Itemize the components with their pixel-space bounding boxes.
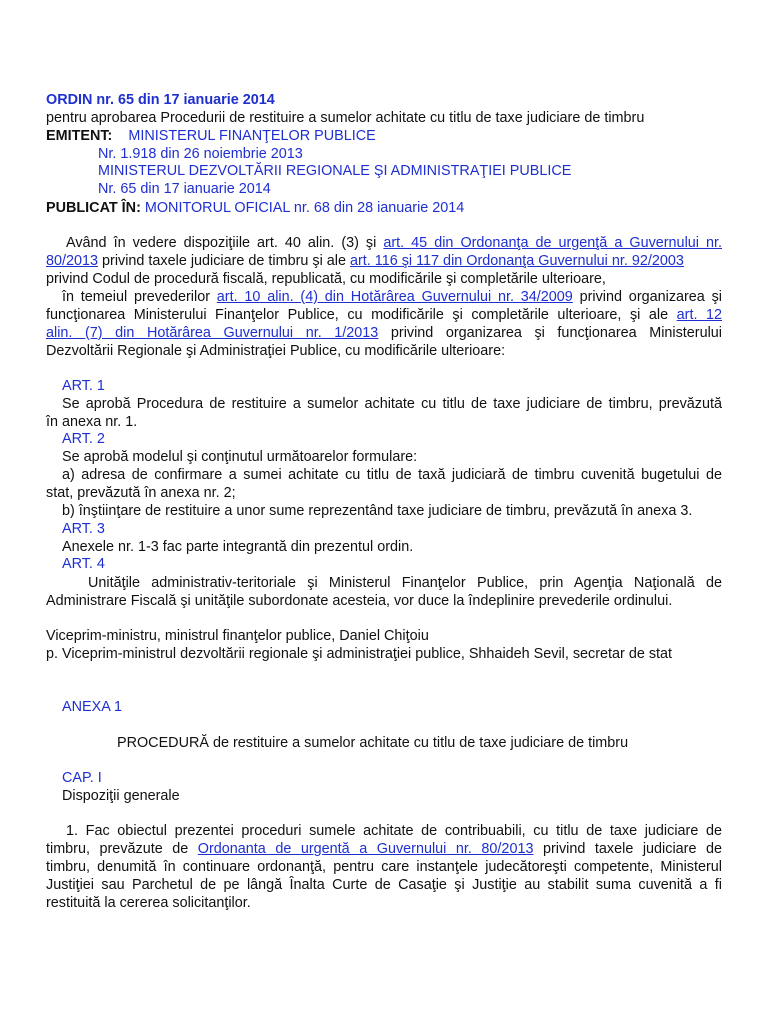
publicat-line [46,199,722,217]
preamble-line-3: privind Codul de procedură fiscală, republicată, cu modificările şi completările ulterioare, [46,271,606,287]
link-art116-og92[interactable]: art. 116 şi 117 din Ordonanţa Guvernului nr. 92/2003 [350,253,684,269]
signature-regional-minister: p. Viceprim-ministrul dezvoltării regionale şi administraţiei publice, Shhaideh Sevil, secretar de stat [46,646,673,662]
preamble-line-7: Dezvoltării Regionale şi Administraţiei Publice, cu modificările ulterioare: [46,343,506,359]
link-art12-hg1[interactable]: art. 12 [676,307,722,323]
art-1-line-1: Se aprobă Procedura de restituire a sumelor achitate cu titlu de taxe judiciare de timbru, prevăzută [62,396,722,412]
art-4-line-2: Administrare Fiscală şi unităţile subordonate acesteia, vor duce la îndeplinire prevederile ordinului. [46,593,673,609]
annex-para-1-line-2: timbru, prevăzute de Ordonanta de urgentă a Guvernului nr. 80/2013 privind taxele judiciare de [46,841,722,857]
art-1-line-2: în anexa nr. 1. [46,414,138,430]
signature-finance-minister: Viceprim-ministru, ministrul finanţelor publice, Daniel Chiţoiu [46,628,429,644]
annex-para-1-line-5: restituită la cererea solicitanţilor. [46,895,251,911]
annex-para-1-line-1: 1. Fac obiectul prezentei proceduri sumele achitate de contribuabili, cu titlu de taxe judiciare de [66,823,722,839]
art-2-a-line-2: stat, prevăzută în anexa nr. 2; [46,485,236,501]
publicat-label: PUBLICAT ÎN: [46,200,141,216]
link-art45-oug80[interactable]: art. 45 din Ordonanţa de urgenţă a Guvernului nr. [383,235,722,251]
link-oug80-2013[interactable]: Ordonanta de urgentă a Guvernului nr. 80/2013 [197,841,534,857]
preamble-line-4: în temeiul prevederilor art. 10 alin. (4) din Hotărârea Guvernului nr. 34/2009 privind organizarea şi [62,289,723,305]
art-1-label[interactable]: ART. 1 [62,378,105,394]
chapter-1-title: Dispoziţii generale [62,788,180,804]
monitorul-oficial-link[interactable]: MONITORUL OFICIAL nr. 68 din 28 ianuarie 2014 [144,200,465,216]
preamble-line-6: alin. (7) din Hotărârea Guvernului nr. 1/2013 privind organizarea şi funcţionarea Ministerului [46,325,723,341]
art-2-a-line-1: a) adresa de confirmare a sumei achitate cu titlu de taxă judiciară de timbru cuvenită bugetului de [62,467,722,483]
emitent-label: EMITENT: [46,128,113,144]
art-3-label[interactable]: ART. 3 [62,521,105,537]
emitent-line [46,127,722,145]
art-4-line-1: Unităţile administrativ-teritoriale şi Ministerul Finanţelor Publice, prin Agenţia Naţională de [88,575,722,591]
art-4-label[interactable]: ART. 4 [62,556,105,572]
art-2-intro: Se aprobă modelul şi conţinutul următoarelor formulare: [62,449,418,465]
preamble-line-5: funcţionarea Ministerului Finanţelor Publice, cu modificările şi completările ulterioare, şi ale art. 12 [46,307,722,323]
link-art12-hg1-cont[interactable]: alin. (7) din Hotărârea Guvernului nr. 1/2013 [46,325,379,341]
annex-para-1-line-3: timbru, denumită în continuare ordonanţă, pentru care instanţele judecătoreşti competente, Ministerul [46,859,722,875]
order-title: ORDIN nr. 65 din 17 ianuarie 2014 [46,92,275,108]
art-2-b: b) înştiinţare de restituire a unor sume reprezentând taxe judiciare de timbru, prevăzută în anexa 3. [62,503,693,519]
annex-title: PROCEDURĂ de restituire a sumelor achitate cu titlu de taxe judiciare de timbru [117,735,629,751]
art-2-label[interactable]: ART. 2 [62,431,105,447]
preamble-line-2: 80/2013 privind taxele judiciare de timbru şi ale art. 116 şi 117 din Ordonanţa Guvernului nr. 92/2003 [46,253,684,269]
link-art10-hg34[interactable]: art. 10 alin. (4) din Hotărârea Guvernului nr. 34/2009 [216,289,573,305]
order-subtitle: pentru aprobarea Procedurii de restituire a sumelor achitate cu titlu de taxe judiciare de timbru [46,110,645,126]
link-art45-oug80-cont[interactable]: 80/2013 [46,253,99,269]
annex-1-label[interactable]: ANEXA 1 [62,699,122,715]
emitent-1-number[interactable]: Nr. 1.918 din 26 noiembrie 2013 [98,146,303,162]
annex-para-1-line-4: Justiţiei sau Parchetul de pe lângă Înalta Curte de Casaţie şi Justiţie au stabilit suma cuvenită a fi [46,877,722,893]
art-3-text: Anexele nr. 1-3 fac parte integrantă din prezentul ordin. [62,539,414,555]
emitent-ministry-finance[interactable]: MINISTERUL FINANŢELOR PUBLICE [128,128,376,144]
preamble-line-1: Având în vedere dispoziţiile art. 40 alin. (3) şi art. 45 din Ordonanţa de urgenţă a Guvernului nr. [66,235,722,251]
emitent-ministry-regional[interactable]: MINISTERUL DEZVOLTĂRII REGIONALE ŞI ADMINISTRAŢIEI PUBLICE [98,163,572,179]
chapter-1-label[interactable]: CAP. I [62,770,102,786]
emitent-2-number[interactable]: Nr. 65 din 17 ianuarie 2014 [98,181,271,197]
